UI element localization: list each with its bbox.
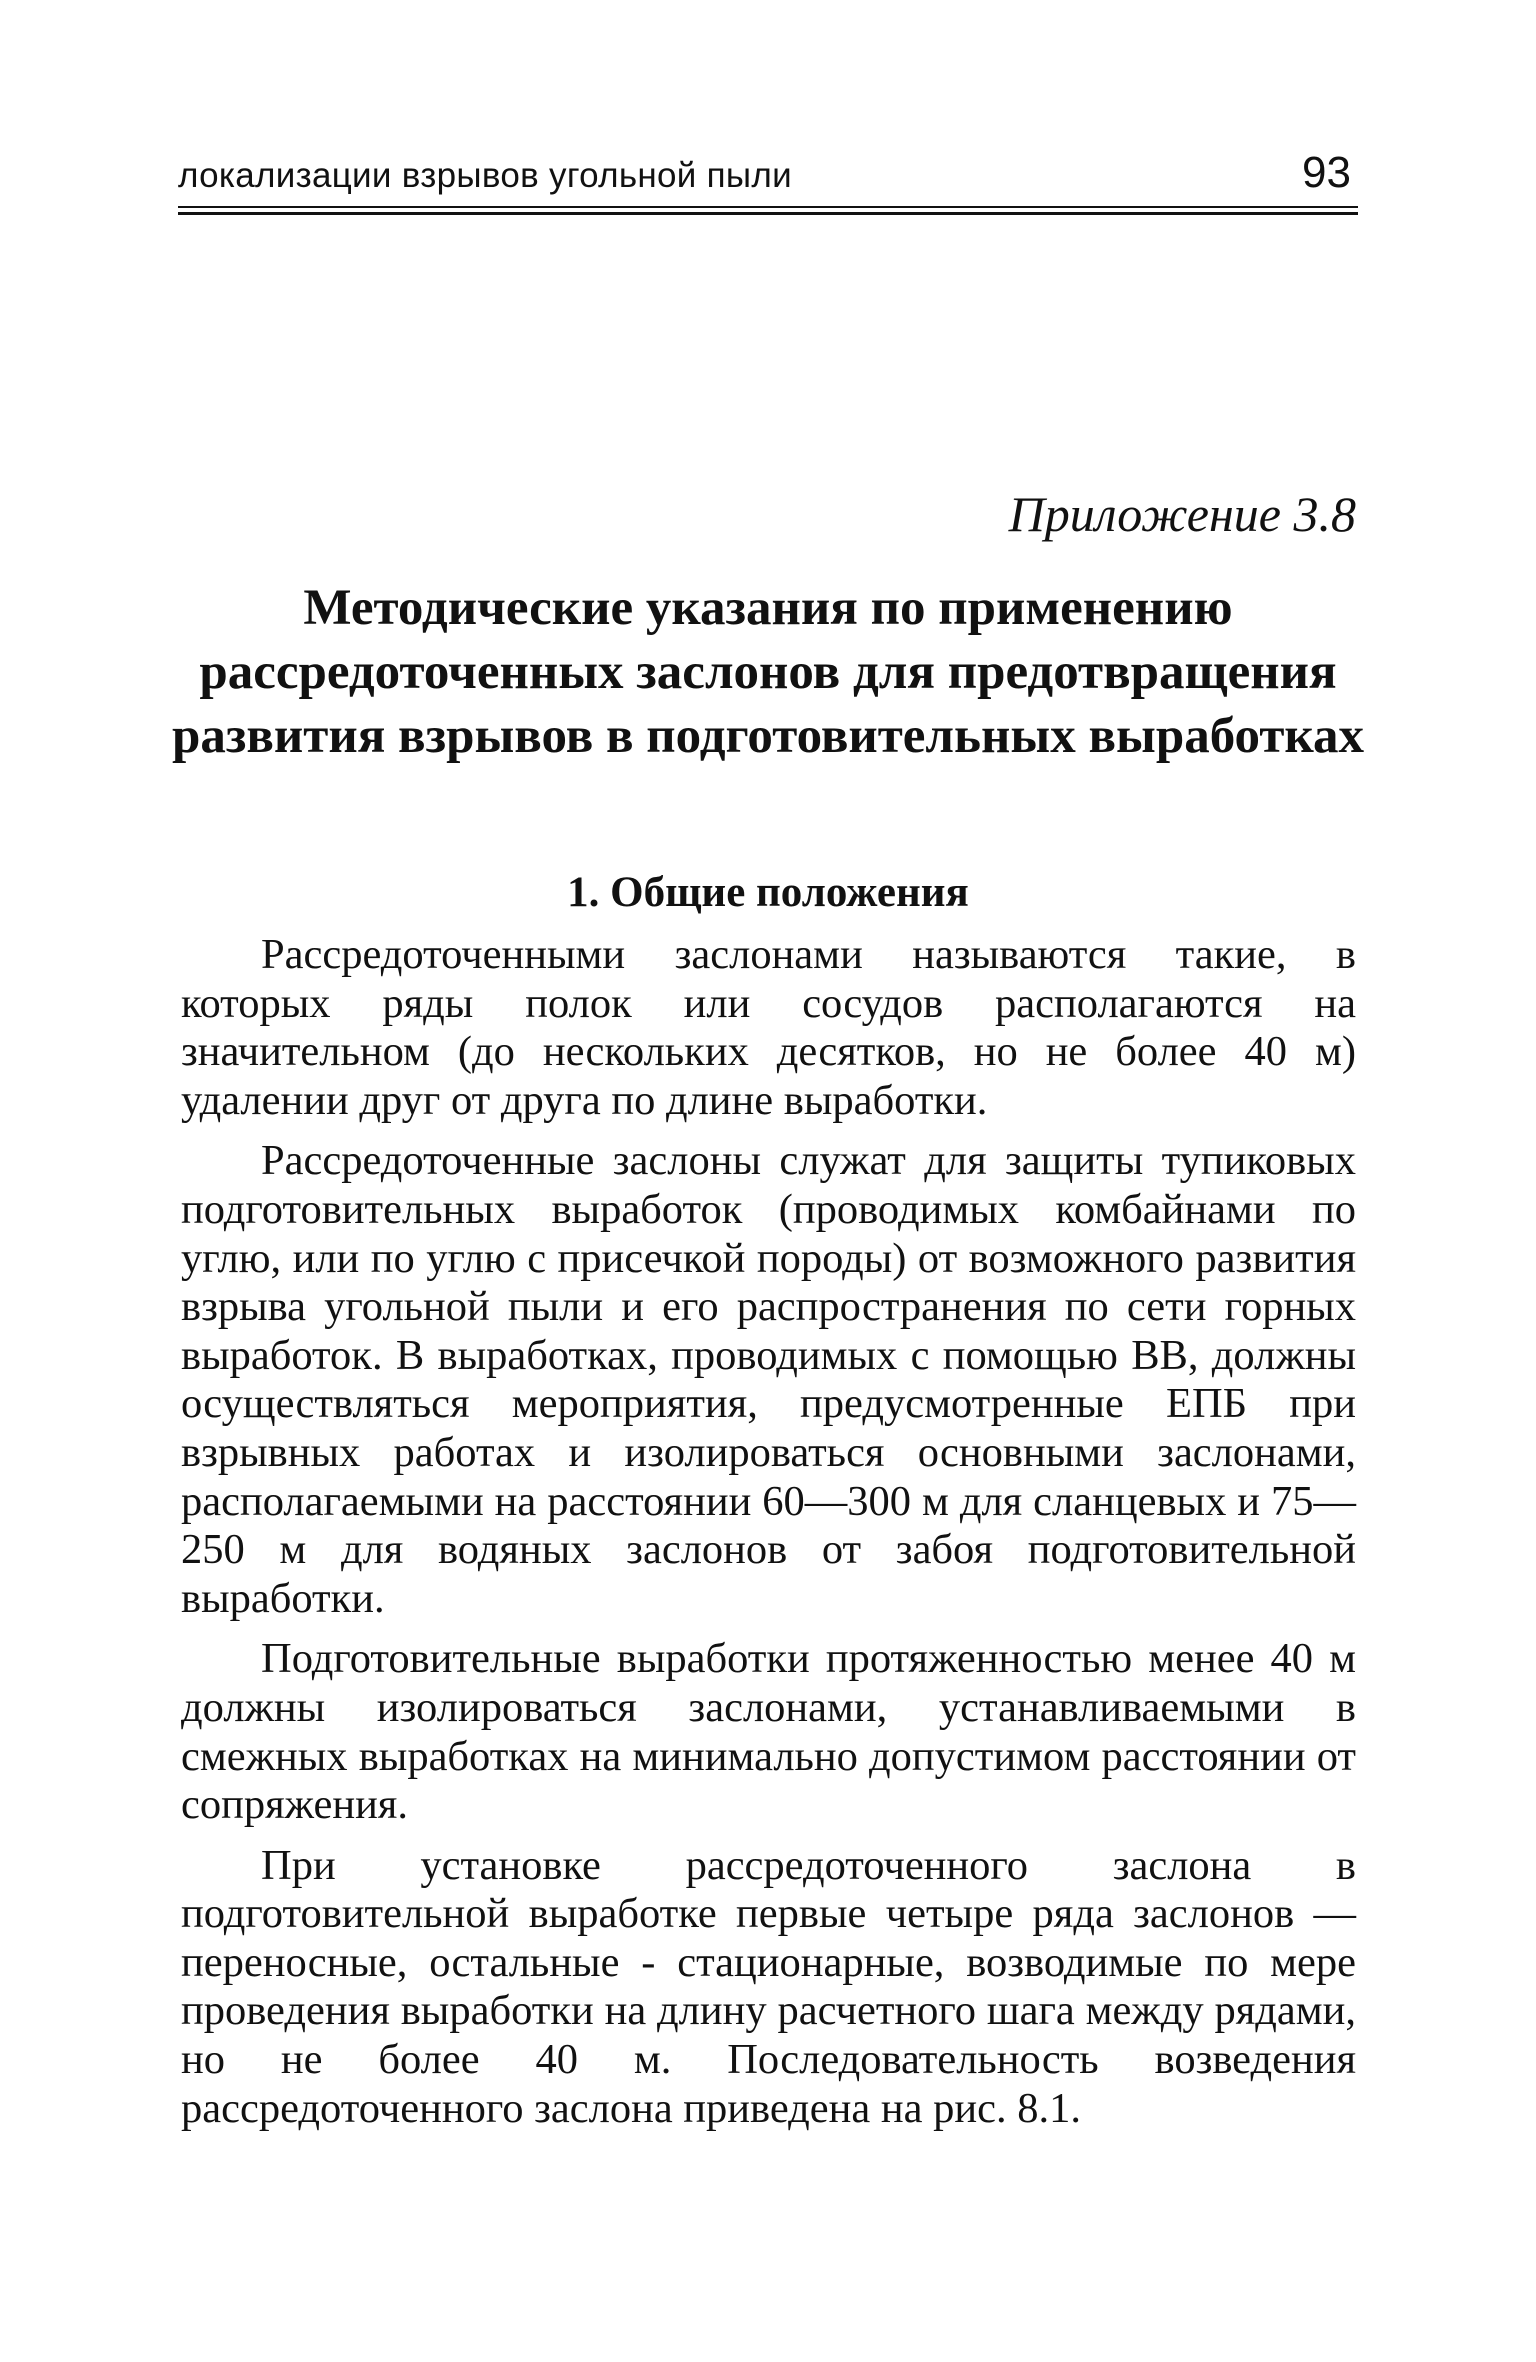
document-title: Методические указания по применению рассредоточенных заслонов для предотвращения развития взрывов в подготовительных выработках (171, 580, 1365, 764)
section-body (181, 931, 1356, 2145)
page-number: 93 (1302, 148, 1351, 197)
paragraph: Подготовительные выработки протяженностью менее 40 м должны изолироваться заслонами, устанавливаемыми в смежных выработках на минимально допустимом расстоянии от сопряжения. (181, 1635, 1356, 1829)
running-header (178, 148, 1358, 204)
paragraph: Рассредоточенными заслонами называются такие, в которых ряды полок или сосудов располагаются на значительном (до нескольких десятков, но не более 40 м) удалении друг от друга по длине выработки. (181, 931, 1356, 1124)
paragraph: При установке рассредоточенного заслона в подготовительной выработке первые четыре ряда заслонов — переносные, остальные - стационарные, возводимые по мере проведения выработки на длину расчетного шага между рядами, но не более 40 м. Последовательность возведения рассредоточенного заслона приведена на рис. 8.1. (181, 1841, 1356, 2132)
paragraph: Рассредоточенные заслоны служат для защиты тупиковых подготовительных выработок (проводимых комбайнами по углю, или по углю с присечкой породы) от возможного развития взрыва угольной пыли и его распространения по сети горных выработок. В выработках, проводимых с помощью ВВ, должны осуществляться мероприятия, предусмотренные ЕПБ при взрывных работах и изолироваться основными заслонами, располагаемыми на расстоянии 60—300 м для сланцевых и 75—250 м для водяных заслонов от забоя подготовительной выработки. (181, 1137, 1356, 1622)
header-rule-double (178, 212, 1358, 215)
appendix-label: Приложение 3.8 (1008, 486, 1356, 542)
header-rule (178, 206, 1358, 208)
running-title: локализации взрывов угольной пыли (178, 156, 792, 195)
section-heading: 1. Общие положения (567, 869, 969, 916)
